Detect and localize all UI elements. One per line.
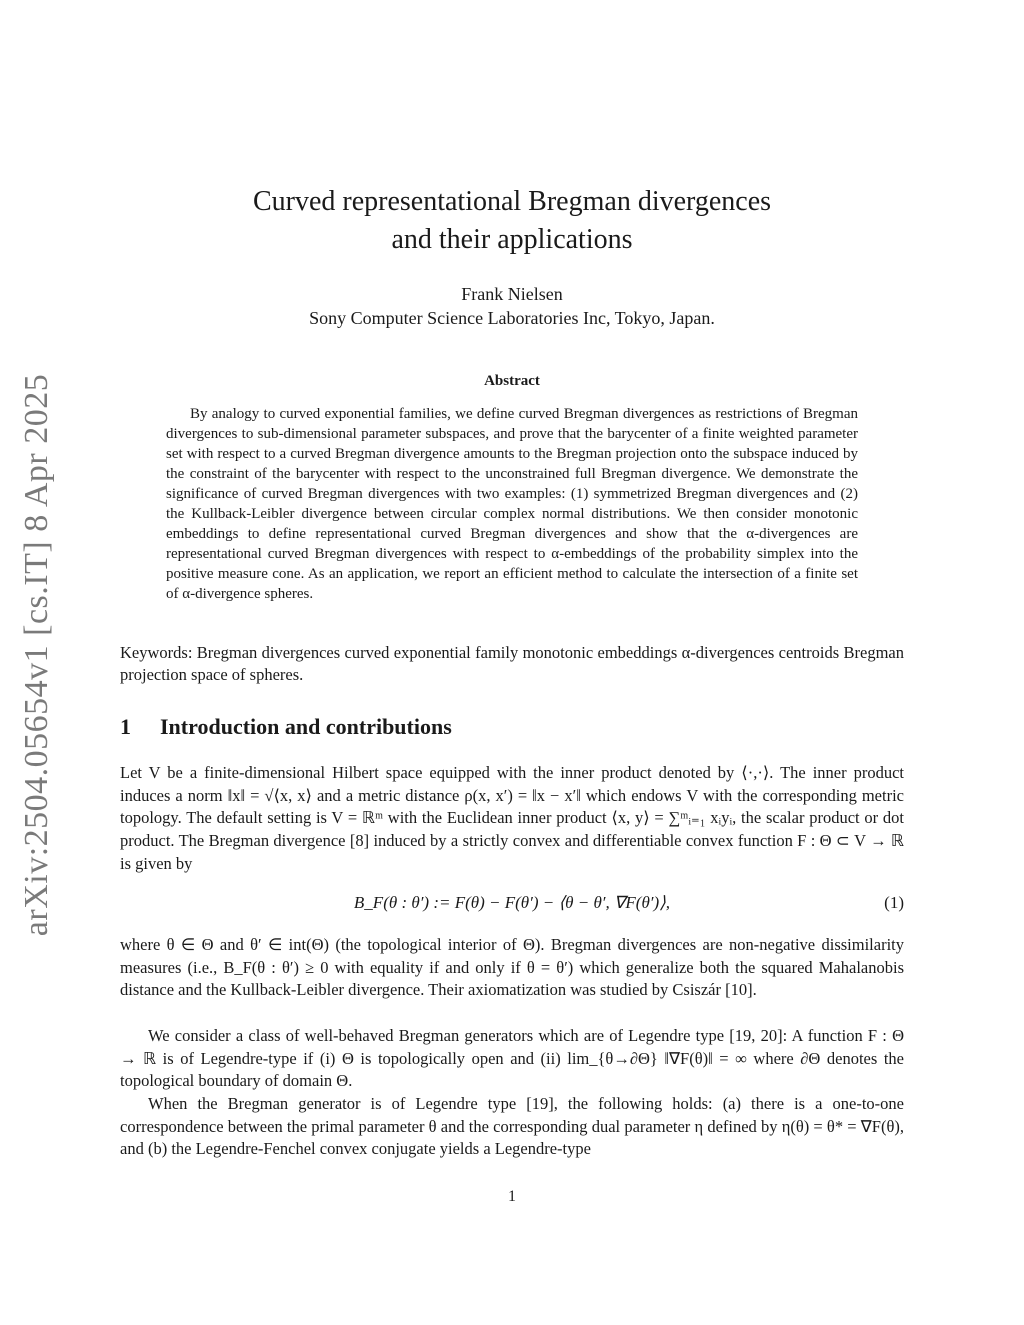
author-name: Frank Nielsen	[461, 284, 563, 304]
page-number: 1	[508, 1188, 516, 1205]
equation-1	[120, 893, 904, 917]
section-number: 1	[120, 714, 131, 739]
paper-title	[0, 183, 1024, 259]
intro-paragraph-2: where θ ∈ Θ and θ′ ∈ int(Θ) (the topological interior of Θ). Bregman divergences are non-negative dissimilarity measures (i.e., B_F(θ : θ′) ≥ 0 with equality if and only if θ = θ′) which generalize both the squared Mahalanobis distance and the Kullback-Leibler divergence. Their axiomatization was studied by Csiszár [10].	[120, 935, 904, 1000]
arxiv-identifier: arXiv:2504.05654v1 [cs.IT] 8 Apr 2025	[18, 373, 55, 937]
intro-paragraph-4: When the Bregman generator is of Legendre type [19], the following holds: (a) there is a one-to-one correspondence between the primal parameter θ and the corresponding dual parameter η defined by η(θ) = θ* = ∇F(θ), and (b) the Legendre-Fenchel convex conjugate yields a Legendre-type	[120, 1094, 904, 1159]
abstract-text: By analogy to curved exponential families, we define curved Bregman divergences as restrictions of Bregman divergences to sub-dimensional parameter subspaces, and prove that the barycenter of a finite weighted parameter set with respect to a curved Bregman divergence amounts to the Bregman projection onto the subspace induced by the constraint of the barycenter with respect to the unconstrained full Bregman divergence. We demonstrate the significance of curved Bregman divergences with two examples: (1) symmetrized Bregman divergences and (2) the Kullback-Leibler divergence between circular complex normal distributions. We then consider monotonic embeddings to define representational curved Bregman divergences and show that the α-divergences are representational curved Bregman divergences with respect to α-embeddings of the probability simplex into the positive measure cone. As an application, we report an efficient method to calculate the intersection of a finite set of α-divergence spheres.	[166, 406, 858, 602]
author-affiliation: Sony Computer Science Laboratories Inc, Tokyo, Japan.	[309, 308, 715, 328]
abstract-heading: Abstract	[484, 373, 540, 389]
section-heading	[120, 714, 452, 740]
title-line-2: and their applications	[391, 224, 633, 255]
intro-paragraph-1: Let V be a finite-dimensional Hilbert space equipped with the inner product denoted by ⟨·,·⟩. The inner product induces a norm ‖x‖ = √⟨x, x⟩ and a metric distance ρ(x, x′) = ‖x − x′‖ which endows V with the corresponding metric topology. The default setting is V = ℝᵐ with the Euclidean inner product ⟨x, y⟩ = ∑ᵐᵢ₌₁ xᵢyᵢ, the scalar product or dot product. The Bregman divergence [8] induced by a strictly convex and differentiable convex function F : Θ ⊂ V → ℝ is given by	[120, 763, 904, 873]
author-block	[0, 282, 1024, 330]
equation-formula: B_F(θ : θ′) := F(θ) − F(θ′) − ⟨θ − θ′, ∇F(θ′)⟩,	[353, 893, 671, 912]
equation-number: (1)	[884, 893, 904, 912]
keywords: Keywords: Bregman divergences curved exponential family monotonic embeddings α-divergences centroids Bregman projection space of spheres.	[120, 643, 904, 684]
section-title: Introduction and contributions	[160, 714, 452, 739]
intro-paragraph-3: We consider a class of well-behaved Bregman generators which are of Legendre type [19, 20]: A function F : Θ → ℝ is of Legendre-type if (i) Θ is topologically open and (ii) lim_{θ→∂Θ} ‖∇F(θ)‖ = ∞ where ∂Θ denotes the topological boundary of domain Θ.	[120, 1026, 904, 1091]
title-line-1: Curved representational Bregman divergences	[252, 186, 772, 217]
